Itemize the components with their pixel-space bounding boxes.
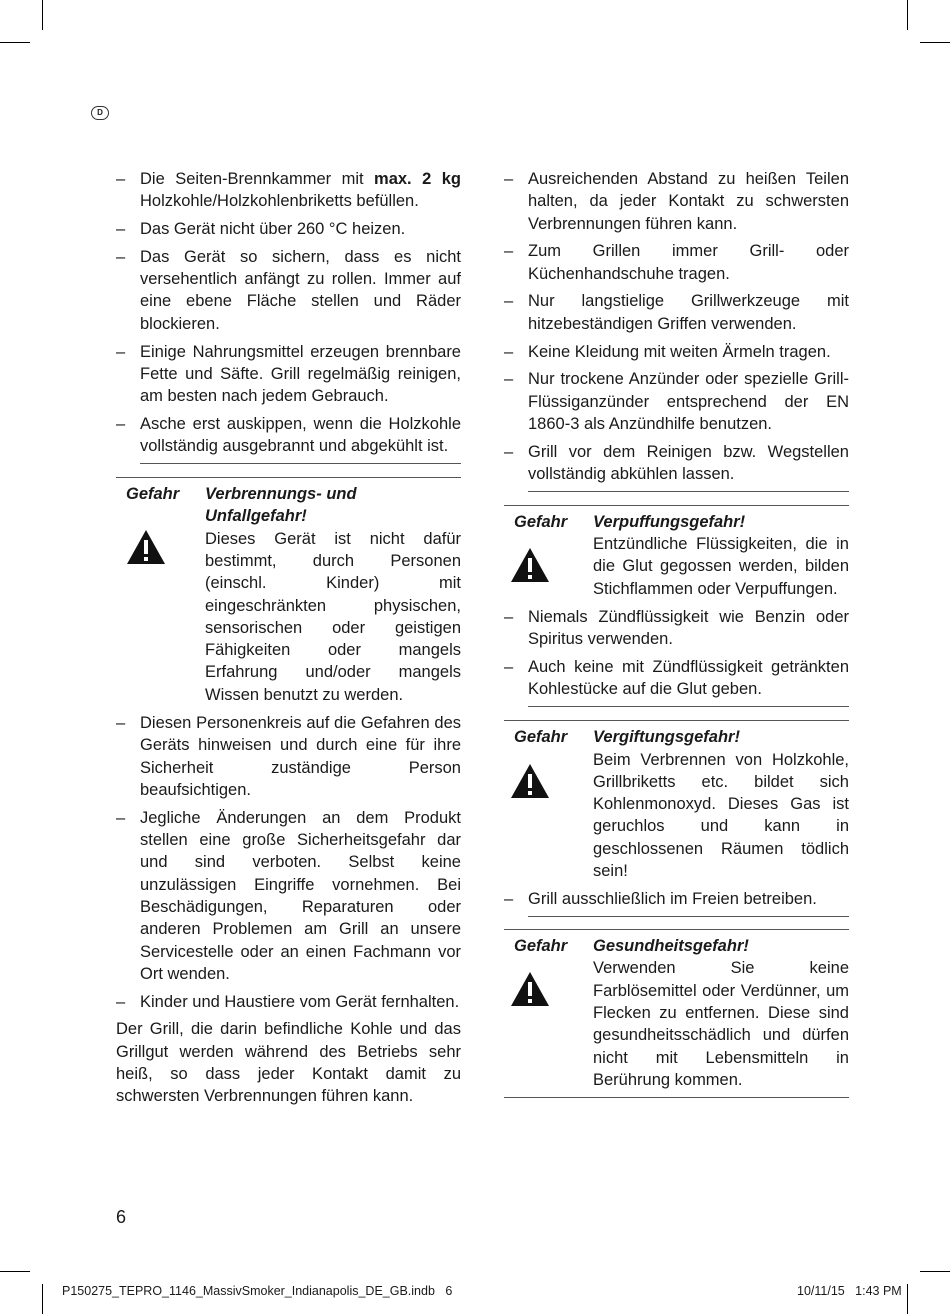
list-item: – Auch keine mit Zündflüssigkeit getränkten Kohlestücke auf die Glut geben. [504,656,849,701]
warning-title: Gesundheitsgefahr! [593,937,749,956]
safety-list [116,712,461,1013]
list-item: – Niemals Zündflüssigkeit wie Benzin oder Spiritus verwenden. [504,606,849,651]
crop-mark [42,0,43,30]
crop-mark [0,1271,30,1272]
list-item: – Ausreichenden Abstand zu heißen Teilen halten, da jeder Kontakt zu schwersten Verbrennungen führen kann. [504,168,849,235]
list-item: – Nur trockene Anzünder oder spezielle Grill-Flüssiganzünder entsprechend der EN 1860-3 als Anzündhilfe benutzen. [504,368,849,435]
body-paragraph: Der Grill, die darin befindliche Kohle und das Grillgut werden während des Betriebs sehr heiß, so dass jeder Kontakt damit zu schwersten Verbrennungen führen kann. [116,1020,461,1106]
list-item: – Das Gerät nicht über 260 °C heizen. [116,218,461,240]
warning-text: Entzündliche Flüssigkeiten, die in die Glut gegossen werden, bilden Stichflammen oder Verpuffungen. [593,535,849,598]
warning-text: Beim Verbrennen von Holzkohle, Grillbriketts etc. bildet sich Kohlenmonoxyd. Dieses Gas ist geruchlos und kann in geschlossenen Räumen tödlich sein! [593,750,849,881]
warning-box [116,478,461,706]
warning-label: Gefahr [126,485,180,504]
safety-list [504,168,849,485]
warning-box [504,721,849,882]
divider [528,706,849,707]
crop-mark [42,1284,43,1314]
safety-list [116,168,461,458]
list-item: – Einige Nahrungsmittel erzeugen brennbare Fette und Säfte. Grill regelmäßig reinigen, am besten nach jedem Gebrauch. [116,341,461,408]
list-item: – Das Gerät so sichern, dass es nicht versehentlich anfängt zu rollen. Immer auf eine ebene Fläche stellen und Räder blockieren. [116,246,461,335]
warning-text: Verwenden Sie keine Farblösemittel oder Verdünner, um Flecken zu entfernen. Diese sind gesundheitsschädlich und dürfen nicht mit Lebensmitteln in Berührung kommen. [593,959,849,1089]
list-item: – Kinder und Haustiere vom Gerät fernhalten. [116,991,461,1013]
crop-mark [907,1284,908,1314]
divider [528,916,849,917]
list-item: – Jegliche Änderungen an dem Produkt stellen eine große Sicherheitsgefahr dar und sind verboten. Selbst keine unzulässigen Eingriffe vornehmen. Bei Beschädigungen, Reparaturen oder anderen Problemen am Grill an unsere Servicestelle oder an einen Fachmann vor Ort wenden. [116,807,461,985]
warning-label: Gefahr [514,937,568,956]
list-item: – Zum Grillen immer Grill- oder Küchenhandschuhe tragen. [504,240,849,285]
safety-list [504,606,849,701]
page-number: 6 [116,1207,127,1227]
safety-list [504,888,849,910]
warning-box [504,930,849,1091]
warning-label: Gefahr [514,728,568,747]
list-item: – Nur langstielige Grillwerkzeuge mit hitzebeständigen Griffen verwenden. [504,290,849,335]
crop-mark [920,1271,950,1272]
divider [140,463,461,464]
warning-title: Vergiftungsgefahr! [593,728,740,747]
warning-title: Verpuffungsgefahr! [593,512,746,531]
warning-triangle-icon [510,971,550,1007]
list-item: – Grill ausschließlich im Freien betreiben. [504,888,849,910]
language-badge: D [91,106,109,120]
list-item: – Diesen Personenkreis auf die Gefahren des Geräts hinweisen und durch eine für ihre Sicherheit zuständige Person beaufsichtigen. [116,712,461,801]
list-item: – Keine Kleidung mit weiten Ärmeln tragen. [504,341,849,363]
left-column [116,168,461,1108]
divider [504,1097,849,1098]
warning-box [504,506,849,600]
list-item: – Asche erst auskippen, wenn die Holzkohle vollständig ausgebrannt und abgekühlt ist. [116,413,461,458]
crop-mark [907,0,908,30]
divider [528,491,849,492]
warning-triangle-icon [510,763,550,799]
crop-mark [920,42,950,43]
list-item: – Die Seiten-Brennkammer mit max. 2 kg Holzkohle/Holzkohlenbriketts befüllen. [116,168,461,213]
right-column [504,168,849,1098]
warning-text: Dieses Gerät ist nicht dafür bestimmt, durch Personen (einschl. Kinder) mit eingeschränkten physischen, sensorischen oder geistigen Fähigkeiten oder mangels Erfahrung und/oder mangels Wissen benutzt zu werden. [205,529,461,704]
footer-file: P150275_TEPRO_1146_MassivSmoker_Indianapolis_DE_GB.indb 6 [62,1284,453,1298]
list-item: – Grill vor dem Reinigen bzw. Wegstellen vollständig abkühlen lassen. [504,441,849,486]
warning-title: Verbrennungs- und Unfallgefahr! [205,485,357,526]
warning-triangle-icon [510,547,550,583]
warning-triangle-icon [126,529,166,565]
footer-datetime: 10/11/15 1:43 PM [797,1284,902,1298]
warning-label: Gefahr [514,512,568,531]
crop-mark [0,42,30,43]
